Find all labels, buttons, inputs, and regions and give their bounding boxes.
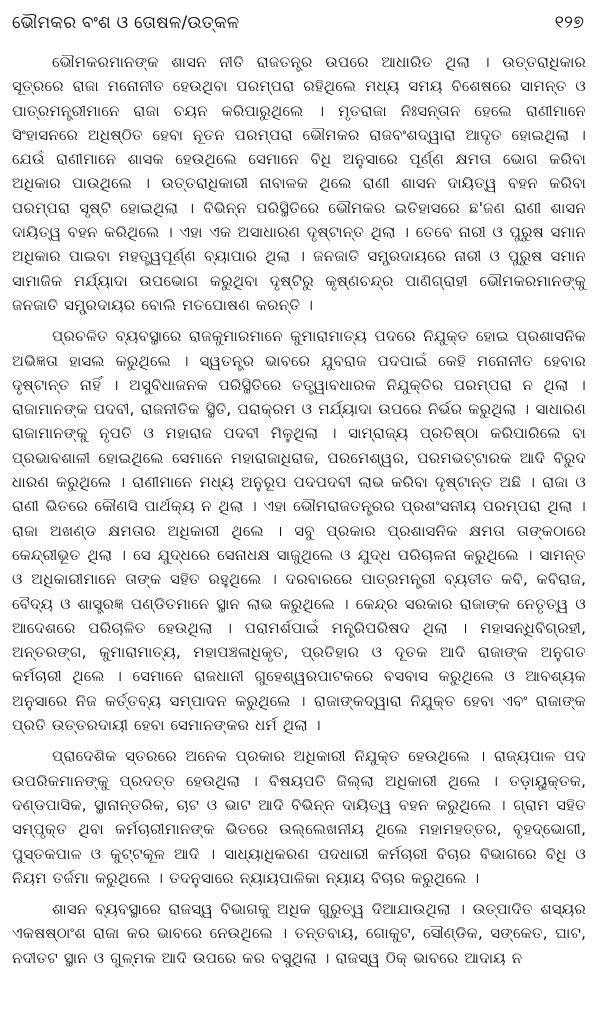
paragraph-revenue: ଶାସନ ବ୍ୟବସ୍ଥାରେ ରାଜସ୍ୱ ବିଭାଗକୁ ଅଧିକ ଗୁରୁତ୍ୱ ଦିଆଯାଉଥିଲା । ଉତ୍ପାଦିତ ଶସ୍ୟର ଏକଷଷ୍ଠାଂଶ ରାଜା କର ଭାବରେ ନେଉଥିଲେ । ତନ୍ତବାୟ, ଗୋକୁଟ, ସୌଣ୍ଡିକ, ସଙ୍କେତ, ଘାଟ, ନଦୀତଟ ସ୍ଥାନ ଓ ଗୁଳ୍ମକ ଆଦି ଉପରେ କର ବସୁଥିଲା । ରାଜସ୍ୱ ଠିକ୍ ଭାବରେ ଆଦାୟ ନ [12, 900, 586, 967]
paragraph-succession: ଭୌମକରମାନଙ୍କ ଶାସନ ନୀତି ରାଜତନ୍ତ୍ର ଉପରେ ଆଧାରିତ ଥିଲା । ଉତ୍ତରାଧିକାର ସୂତ୍ରରେ ରାଜା ମନୋନୀତ ହେଉଥିବା ପରମ୍ପରା ରହିଥିଲେ ମଧ୍ୟ ସମୟ ବିଶେଷରେ ସାମନ୍ତ ଓ ପାତ୍ରମନ୍ତ୍ରୀମାନେ ରାଜା ଚୟନ କରିପାରୁଥିଲେ । ମୃତରାଜା ନିଃସନ୍ତାନ ହେଲେ ରାଣୀମାନେ ସିଂହାସନରେ ଅଧିଷ୍ଠିତ ହେବା ନୂତନ ପରମ୍ପରା ଭୌମକର ରାଜବଂଶଦ୍ୱାରା ଆଦୃତ ହୋଇଥିଲା । ଯେଉଁ ରାଣୀମାନେ ଶାସକ ହେଉଥିଲେ ସେମାନେ ବିଧି ଅନୁସାରେ ପୂର୍ଣ୍ଣ କ୍ଷମତା ଭୋଗ କରିବା ଅଧିକାର ପାଉଥିଲେ । ଉତ୍ତରାଧିକାରୀ ନାବାଳକ ଥିଲେ ରାଣୀ ଶାସନ ଦାୟିତ୍ୱ ବହନ କରିବା ପରମ୍ପରା ସୃଷ୍ଟି ହୋଇଥିଲା । ବିଭିନ୍ନ ପରିସ୍ଥିତିରେ ଭୌମକର ଇତିହାସରେ ଛ'ଜଣ ରାଣୀ ଶାସନ ଦାୟିତ୍ୱ ବହନ କରିଥିଲେ । ଏହା ଏକ ଅସାଧାରଣ ଦୃଷ୍ଟାନ୍ତ ଥିଲା । ତେବେ ନାରୀ ଓ ପୁରୁଷ ସମାନ ଅଧିକାର ପାଇବା ମହତ୍ତ୍ୱପୂର୍ଣ୍ଣ ବ୍ୟାପାର ଥିଲା । ଜନଜାତି ସମ୍ପ୍ରଦାୟରେ ନାରୀ ଓ ପୁରୁଷ ସମାନ ସାମାଜିକ ମର୍ଯ୍ୟାଦା ଉପଭୋଗ କରୁଥିବା ଦୃଷ୍ଟିରୁ କୃଷ୍ଣଚନ୍ଦ୍ର ପାଣିଗ୍ରାହୀ ଭୌମକରମାନଙ୍କୁ ଜନଜାତି ସମ୍ପ୍ରଦାୟର ବୋଲି ମତପୋଷଣ କରନ୍ତି । [12, 53, 586, 314]
running-header [12, 6, 586, 40]
running-header-title: ଭୌମକର ବଂଶ ଓ ତୋଷଳ/ଉତ୍କଳ [12, 13, 240, 33]
paragraph-provincial-administration: ପ୍ରାଦେଶିକ ସ୍ତରରେ ଅନେକ ପ୍ରକାର ଅଧିକାରୀ ନିଯୁକ୍ତ ହେଉଥିଲେ । ରାଜ୍ୟପାଳ ପଦ ଉପରିକମାନଙ୍କୁ ପ୍ରଦତ୍ତ ହେଉଥିଲା । ବିଷୟପତି ଜିଲ୍ଲା ଅଧିକାରୀ ଥିଲେ । ତଡ଼ାୟୁକ୍ତକ, ଦଣ୍ଡପାସିକ, ସ୍ଥାନାନ୍ତରିକ, ଚାଟ ଓ ଭାଟ ଆଦି ବିଭିନ୍ନ ଦାୟିତ୍ୱ ବହନ କରୁଥିଲେ । ଗ୍ରାମ ସହିତ ସମ୍ପୃକ୍ତ ଥିବା କର୍ମଚାରୀମାନଙ୍କ ଭିତରେ ଉଲ୍ଲେଖନୀୟ ଥିଲେ ମହାମହତ୍ତର, ବୃହଦ୍‌ଭୋଗୀ, ପୁସ୍ତକପାଳ ଓ କୁଟ୍ଟକୂଳ ଆଦି । ସାଧ୍ୟାଧିକରଣ ପଦଧାରୀ କର୍ମଚାରୀ ବିଚାର ବିଭାଗରେ ବିଧି ଓ ନିୟମ ତର୍ଜମା କରୁଥିଲେ । ତଦନୁସାରେ ନ୍ୟାୟପାଳିକା ନ୍ୟାୟ ବିଚାର କରୁଥିଲେ । [12, 747, 586, 887]
page-body [12, 50, 586, 970]
page-number: ୧୨୭ [554, 12, 584, 33]
paragraph-royal-administration: ପ୍ରଚଳିତ ବ୍ୟବସ୍ଥାରେ ରାଜକୁମାରମାନେ କୁମାରାମାତ୍ୟ ପଦରେ ନିଯୁକ୍ତ ହୋଇ ପ୍ରଶାସନିକ ଅଭିଜ୍ଞତା ହାସଲ କରୁଥିଲେ । ସ୍ୱତନ୍ତ୍ର ଭାବରେ ଯୁବରାଜ ପଦପାଇଁ କେହି ମନୋନୀତ ହେବାର ଦୃଷ୍ଟାନ୍ତ ନାହିଁ । ଅସୁବିଧାଜନକ ପରିସ୍ଥିତିରେ ତତ୍ତ୍ୱାବଧାରକ ନିଯୁକ୍ତିର ପରମ୍ପରା ନ ଥିଲା । ରାଜାମାନଙ୍କ ପଦବୀ, ରାଜନୀତିକ ସ୍ଥିତି, ପରାକ୍ରମ ଓ ମର୍ଯ୍ୟାଦା ଉପରେ ନିର୍ଭର କରୁଥିଲା । ସାଧାରଣ ରାଜାମାନଙ୍କୁ ନୃପତି ଓ ମହାରାଜ ପଦବୀ ମିଳୁଥିଲା । ସାମ୍ରାଜ୍ୟ ପ୍ରତିଷ୍ଠା କରିପାରିଲେ ବା ପ୍ରଭାବଶାଳୀ ହୋଇଥିଲେ ସେମାନେ ମହାରାଜାଧିରାଜ, ପରମେଶ୍ୱର, ପରମଭଟ୍ଟାରକ ଆଦି ବିରୁଦ ଧାରଣ କରୁଥିଲେ । ରାଣୀମାନେ ମଧ୍ୟ ଅନୁରୂପ ପଦପଦବୀ ଲାଭ କରିବା ଦୃଷ୍ଟାନ୍ତ ଅଛି । ରାଜା ଓ ରାଣୀ ଭିତରେ କୌଣସି ପାର୍ଥକ୍ୟ ନ ଥିଲା । ଏହା ଭୌମରାଜତନ୍ତ୍ରର ପ୍ରଶଂସନୀୟ ପରମ୍ପରା ଥିଲା । ରାଜା ଅଖଣ୍ଡ କ୍ଷମତାର ଅଧିକାରୀ ଥିଲେ । ସବୁ ପ୍ରକାର ପ୍ରଶାସନିକ କ୍ଷମତା ତାଙ୍କଠାରେ କେନ୍ଦ୍ରୀଭୂତ ଥିଲା । ସେ ଯୁଦ୍ଧରେ ସେନାଧକ୍ଷ ସାଜୁଥିଲେ ଓ ଯୁଦ୍ଧ ପରିଚାଳନା କରୁଥିଲେ । ସାମନ୍ତ ଓ ଅଧିକାରୀମାନେ ତାଙ୍କ ସହିତ ରହୁଥିଲେ । ଦରବାରରେ ପାତ୍ରମନ୍ତ୍ରୀ ବ୍ୟତୀତ କବି, କବିରାଜ, ବୈଦ୍ୟ ଓ ଶାସ୍ତ୍ରଜ୍ଞ ପଣ୍ଡିତମାନେ ସ୍ଥାନ ଲାଭ କରୁଥିଲେ । କେନ୍ଦ୍ର ସରକାର ରାଜାଙ୍କ ନେତୃତ୍ୱ ଓ ଆଦେଶରେ ପରିଚାଳିତ ହେଉଥିଲା । ପରାମର୍ଶପାଇଁ ମନ୍ତ୍ରିପରିଷଦ ଥିଲା । ମହାସନ୍ଧିବିଗ୍ରହୀ, ଅନ୍ତରଙ୍ଗ, କୁମାରାମାତ୍ୟ, ମହାପଞ୍ଚଳାଧିକୃତ, ପ୍ରତିହାର ଓ ଦୂତକ ଆଦି ରାଜାଙ୍କ ଅନୁଗତ କର୍ମଚାରୀ ଥିଲେ । ସେମାନେ ରାଜଧାନୀ ଗୁହେଶ୍ୱରପାଟକରେ ବସବାସ କରୁଥିଲେ ଓ ଆବଶ୍ୟକ ଅନୁସାରେ ନିଜ କର୍ତ୍ତବ୍ୟ ସମ୍ପାଦନ କରୁଥିଲେ । ରାଜାଙ୍କଦ୍ୱାରା ନିଯୁକ୍ତ ହେବା ଏବଂ ରାଜାଙ୍କ ପ୍ରତି ଉତ୍ତରଦାୟୀ ହେବା ସେମାନଙ୍କର ଧର୍ମ ଥିଲା । [12, 327, 586, 735]
